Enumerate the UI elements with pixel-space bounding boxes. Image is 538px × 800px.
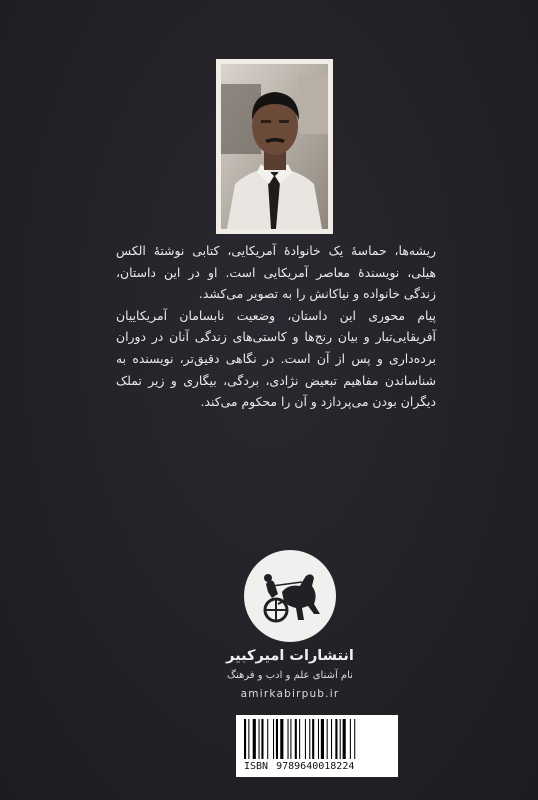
- isbn-label: ISBN: [244, 761, 269, 772]
- author-portrait-image: [221, 64, 328, 229]
- publisher-tagline: نام آشنای علم و ادب و فرهنگ: [227, 670, 353, 681]
- isbn-line: [242, 761, 392, 772]
- chariot-horse-logo-icon: [242, 548, 338, 644]
- publisher-name: انتشارات امیرکبیر: [226, 648, 354, 664]
- description-paragraph-2: پیام محوری این داستان، وضعیت نابسامان آمریکاییان آفریقایی‌تبار و بیان رنج‌ها و کاستی‌های زندگی آنان در دوران برده‌داری و پس از آن است. در نگاهی دقیق‌تر، نویسنده به شناساندن مفاهیم تبعیض نژادی، بردگی، بیگاری و زیر تملک دیگران بودن می‌پردازد و آن را محکوم می‌کند.: [116, 307, 436, 410]
- publisher-website: amirkabirpub.ir: [240, 688, 340, 700]
- book-description: [116, 240, 436, 413]
- isbn-number: 9789640018224: [276, 761, 355, 772]
- author-photo: [216, 59, 333, 234]
- description-paragraph-1: ریشه‌ها، حماسهٔ یک خانوادهٔ آمریکایی، کتابی نوشتهٔ الکس هیلی، نویسندهٔ معاصر آمریکایی است. او در این داستان، زندگی خانواده و نیاکانش را به تصویر می‌کشد.: [116, 243, 436, 302]
- barcode-bars-icon: [242, 719, 392, 759]
- isbn-barcode: [236, 715, 398, 777]
